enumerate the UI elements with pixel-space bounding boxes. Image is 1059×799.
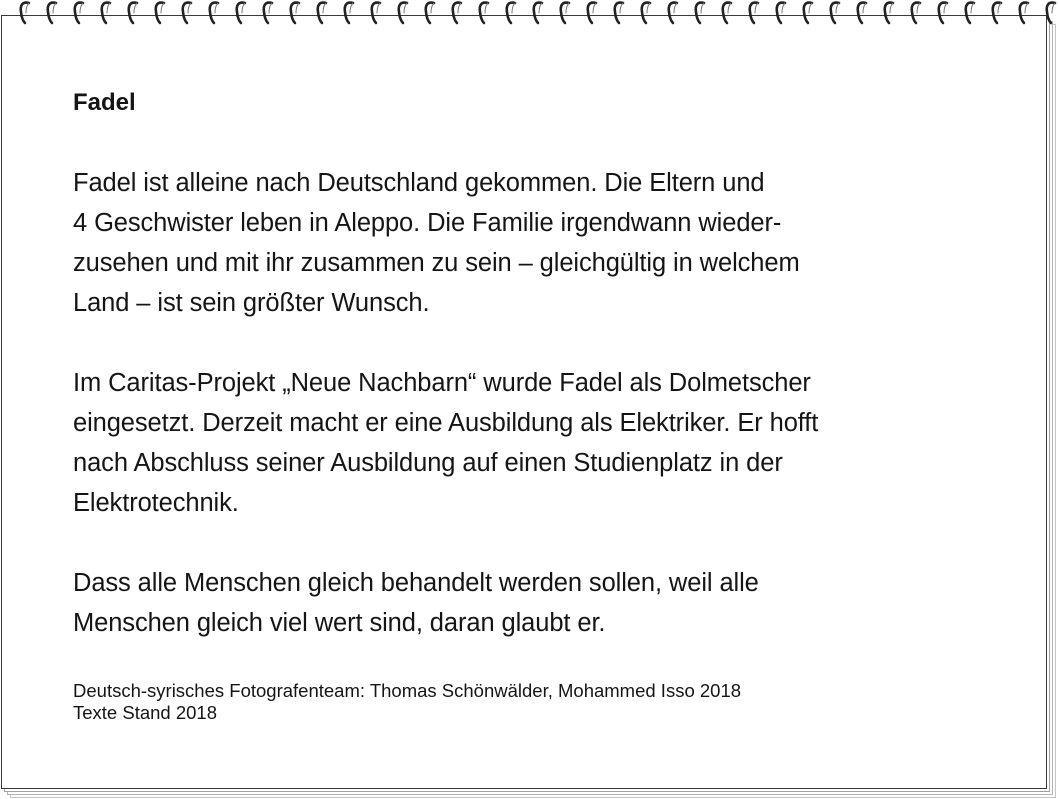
spiral-ring-icon xyxy=(1044,0,1058,26)
spiral-ring-icon xyxy=(828,0,842,26)
spiral-ring-icon xyxy=(99,0,113,26)
spiral-ring-icon xyxy=(288,0,302,26)
spiral-ring-icon xyxy=(963,0,977,26)
credits-line: Deutsch-syrisches Fotografenteam: Thomas Schönwälder, Mohammed Isso 2018 xyxy=(73,680,742,701)
page-content xyxy=(73,86,1013,724)
spiral-ring-icon xyxy=(315,0,329,26)
spiral-ring-icon xyxy=(369,0,383,26)
spiral-ring-icon xyxy=(747,0,761,26)
spiral-ring-icon xyxy=(1017,0,1031,26)
text-line: Land – ist sein größter Wunsch. xyxy=(73,289,430,317)
spiral-ring-icon xyxy=(45,0,59,26)
spiral-ring-icon xyxy=(396,0,410,26)
spiral-ring-icon xyxy=(558,0,572,26)
spiral-ring-icon xyxy=(801,0,815,26)
photo-credits xyxy=(73,680,1013,724)
text-line: zusehen und mit ihr zusammen zu sein – gleichgültig in welchem xyxy=(73,249,800,277)
spiral-ring-icon xyxy=(909,0,923,26)
spiral-ring-icon xyxy=(234,0,248,26)
spiral-ring-icon xyxy=(612,0,626,26)
spiral-ring-icon xyxy=(990,0,1004,26)
spiral-ring-icon xyxy=(72,0,86,26)
text-line: Elektrotechnik. xyxy=(73,489,239,517)
spiral-ring-icon xyxy=(153,0,167,26)
text-line: Fadel ist alleine nach Deutschland gekommen. Die Eltern und xyxy=(73,169,765,197)
text-line: 4 Geschwister leben in Aleppo. Die Familie irgendwann wieder- xyxy=(73,209,782,237)
credits-date: Texte Stand 2018 xyxy=(73,702,217,723)
spiral-ring-icon xyxy=(855,0,869,26)
text-line: Dass alle Menschen gleich behandelt werden sollen, weil alle xyxy=(73,569,759,597)
text-line: nach Abschluss seiner Ausbildung auf einen Studienplatz in der xyxy=(73,449,783,477)
spiral-ring-icon xyxy=(936,0,950,26)
spiral-ring-icon xyxy=(531,0,545,26)
spiral-ring-icon xyxy=(666,0,680,26)
spiral-ring-icon xyxy=(693,0,707,26)
spiral-ring-icon xyxy=(477,0,491,26)
spiral-ring-icon xyxy=(450,0,464,26)
spiral-ring-icon xyxy=(423,0,437,26)
spiral-ring-icon xyxy=(720,0,734,26)
spiral-ring-icon xyxy=(639,0,653,26)
text-line: Menschen gleich viel wert sind, daran glaubt er. xyxy=(73,609,606,637)
spiral-ring-icon xyxy=(207,0,221,26)
text-line: Im Caritas-Projekt „Neue Nachbarn“ wurde Fadel als Dolmetscher xyxy=(73,369,811,397)
spiral-ring-icon xyxy=(585,0,599,26)
spiral-ring-icon xyxy=(180,0,194,26)
paragraph-2 xyxy=(73,363,1013,523)
spiral-ring-icon xyxy=(342,0,356,26)
spiral-ring-icon xyxy=(18,0,32,26)
paragraph-3 xyxy=(73,563,1013,643)
spiral-binding xyxy=(18,0,1058,30)
spiral-ring-icon xyxy=(774,0,788,26)
page-title: Fadel xyxy=(73,89,136,116)
spiral-ring-icon xyxy=(261,0,275,26)
spiral-ring-icon xyxy=(504,0,518,26)
paragraph-1 xyxy=(73,163,1013,323)
spiral-ring-icon xyxy=(882,0,896,26)
text-line: eingesetzt. Derzeit macht er eine Ausbildung als Elektriker. Er hofft xyxy=(73,409,819,437)
spiral-ring-icon xyxy=(126,0,140,26)
